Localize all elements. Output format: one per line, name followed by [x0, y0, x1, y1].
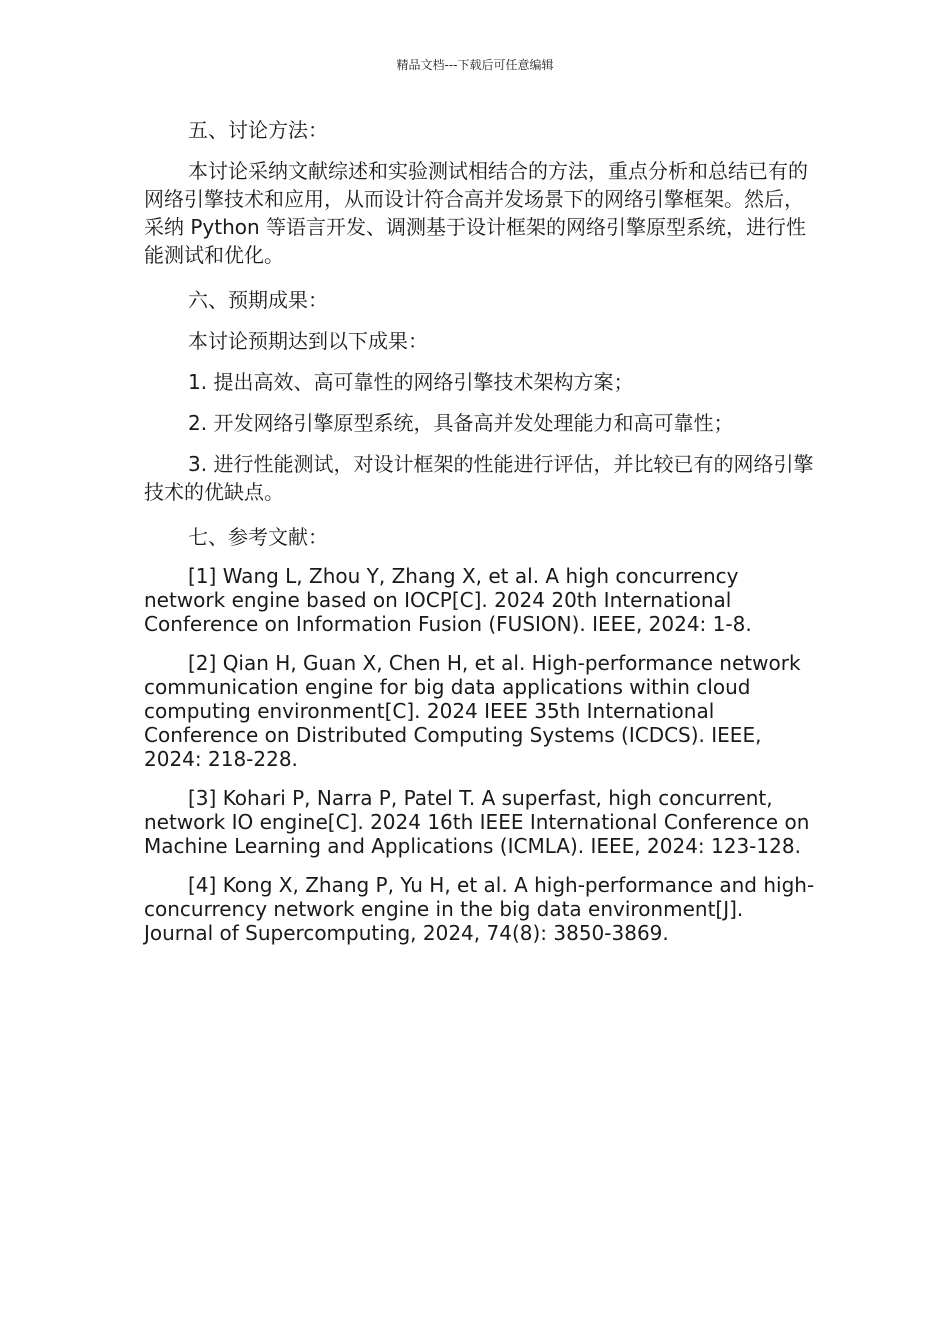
references-heading: 七、参考文献：	[188, 525, 328, 549]
methods-paragraph: 本讨论采纳文献综述和实验测试相结合的方法，重点分析和总结已有的网络引擎技术和应用，从而设计符合高并发场景下的网络引擎框架。然后，采纳 Python 等语言开发、调测基于设计框架的网络引擎原型系统，进行性能测试和优化。	[144, 159, 808, 267]
outcomes-intro: 本讨论预期达到以下成果：	[188, 329, 428, 353]
outcome-item: 2. 开发网络引擎原型系统，具备高并发处理能力和高可靠性；	[188, 411, 734, 435]
reference-item: [4] Kong X, Zhang P, Yu H, et al. A high-performance and high-concurrency network engine in the big data environment[J]. Journal of Supercomputing, 2024, 74(8): 3850-3869.	[144, 873, 815, 945]
outcome-item: 3. 进行性能测试，对设计框架的性能进行评估，并比较已有的网络引擎技术的优缺点。	[144, 452, 814, 504]
page-header: 精品文档---下载后可任意编辑	[396, 58, 554, 72]
outcome-item: 1. 提出高效、高可靠性的网络引擎技术架构方案；	[188, 370, 634, 394]
outcomes-heading: 六、预期成果：	[188, 288, 328, 312]
document-body	[144, 116, 816, 960]
reference-item: [3] Kohari P, Narra P, Patel T. A superfast, high concurrent, network IO engine[C]. 2024 16th IEEE International Conference on Machine Learning and Applications (ICMLA). IEEE, 2024: 123-128.	[144, 786, 810, 858]
reference-item: [2] Qian H, Guan X, Chen H, et al. High-performance network communication engine for big data applications within cloud computing environment[C]. 2024 IEEE 35th International Conference on Distributed Computing Systems (ICDCS). IEEE, 2024: 218-228.	[144, 651, 801, 771]
methods-heading: 五、讨论方法：	[188, 118, 328, 142]
reference-item: [1] Wang L, Zhou Y, Zhang X, et al. A high concurrency network engine based on IOCP[C]. 2024 20th International Conference on Information Fusion (FUSION). IEEE, 2024: 1-8.	[144, 564, 752, 636]
